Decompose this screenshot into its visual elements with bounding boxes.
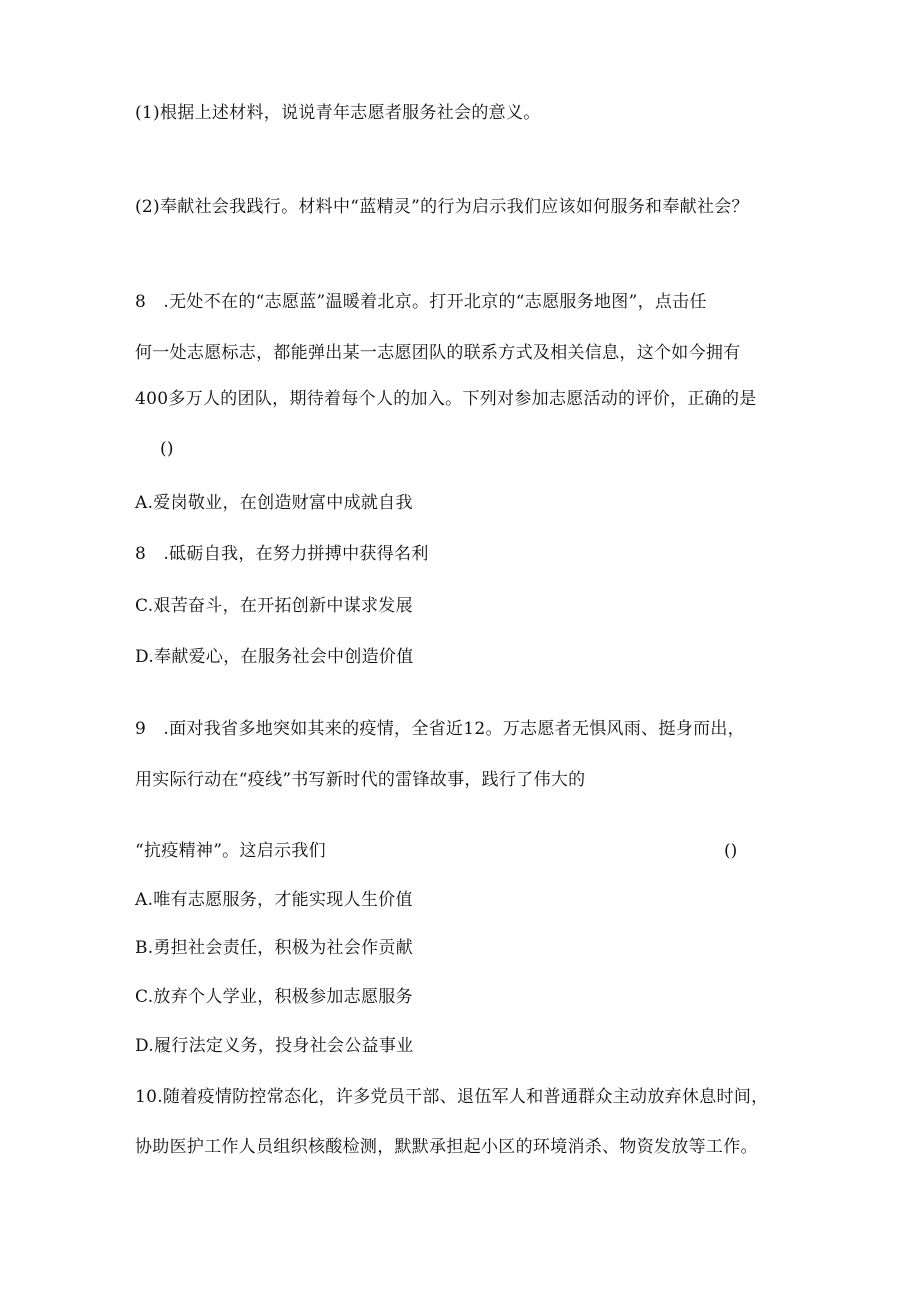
question-9-line-3: “抗疫精神”。这启示我们	[135, 841, 326, 861]
question-7-part-1: (1)根据上述材料，说说青年志愿者服务社会的意义。	[135, 103, 541, 123]
question-8-answer-blank: ()	[160, 439, 174, 459]
question-10-line-2: 协助医护工作人员组织核酸检测，默默承担起小区的环境消杀、物资发放等工作。	[135, 1137, 758, 1157]
question-8-option-c: C.艰苦奋斗，在开拓创新中谋求发展	[135, 596, 413, 616]
question-9-option-d: D.履行法定义务，投身社会公益事业	[135, 1036, 414, 1056]
question-8-line-1: 8 .无处不在的“志愿蓝”温暖着北京。打开北京的“志愿服务地图”，点击任	[135, 292, 707, 312]
question-10-line-1: 10.随着疫情防控常态化，许多党员干部、退伍军人和普通群众主动放弃休息时间，	[135, 1087, 769, 1107]
question-9-line-1: 9 .面对我省多地突如其来的疫情，全省近12。万志愿者无惧风雨、挺身而出，	[135, 719, 745, 739]
question-7-part-2: (2)奉献社会我践行。材料中“蓝精灵”的行为启示我们应该如何服务和奉献社会？	[135, 197, 749, 217]
question-9-line-2: 用实际行动在“疫线”书写新时代的雷锋故事，践行了伟大的	[135, 770, 586, 790]
question-9-option-c: C.放弃个人学业，积极参加志愿服务	[135, 987, 413, 1007]
question-9-answer-blank: ()	[724, 841, 738, 861]
question-8-option-a: A.爱岗敬业，在创造财富中成就自我	[135, 493, 413, 513]
question-8-option-b: 8 .砥砺自我，在努力拼搏中获得名利	[135, 544, 429, 564]
question-8-option-d: D.奉献爱心，在服务社会中创造价值	[135, 647, 414, 667]
question-8-line-2: 何一处志愿标志，都能弹出某一志愿团队的联系方式及相关信息，这个如今拥有	[135, 343, 741, 363]
question-8-line-3: 400多万人的团队，期待着每个人的加入。下列对参加志愿活动的评价，正确的是	[135, 389, 757, 409]
question-9-option-b: B.勇担社会责任，积极为社会作贡献	[135, 938, 413, 958]
question-9-option-a: A.唯有志愿服务，才能实现人生价值	[135, 890, 413, 910]
